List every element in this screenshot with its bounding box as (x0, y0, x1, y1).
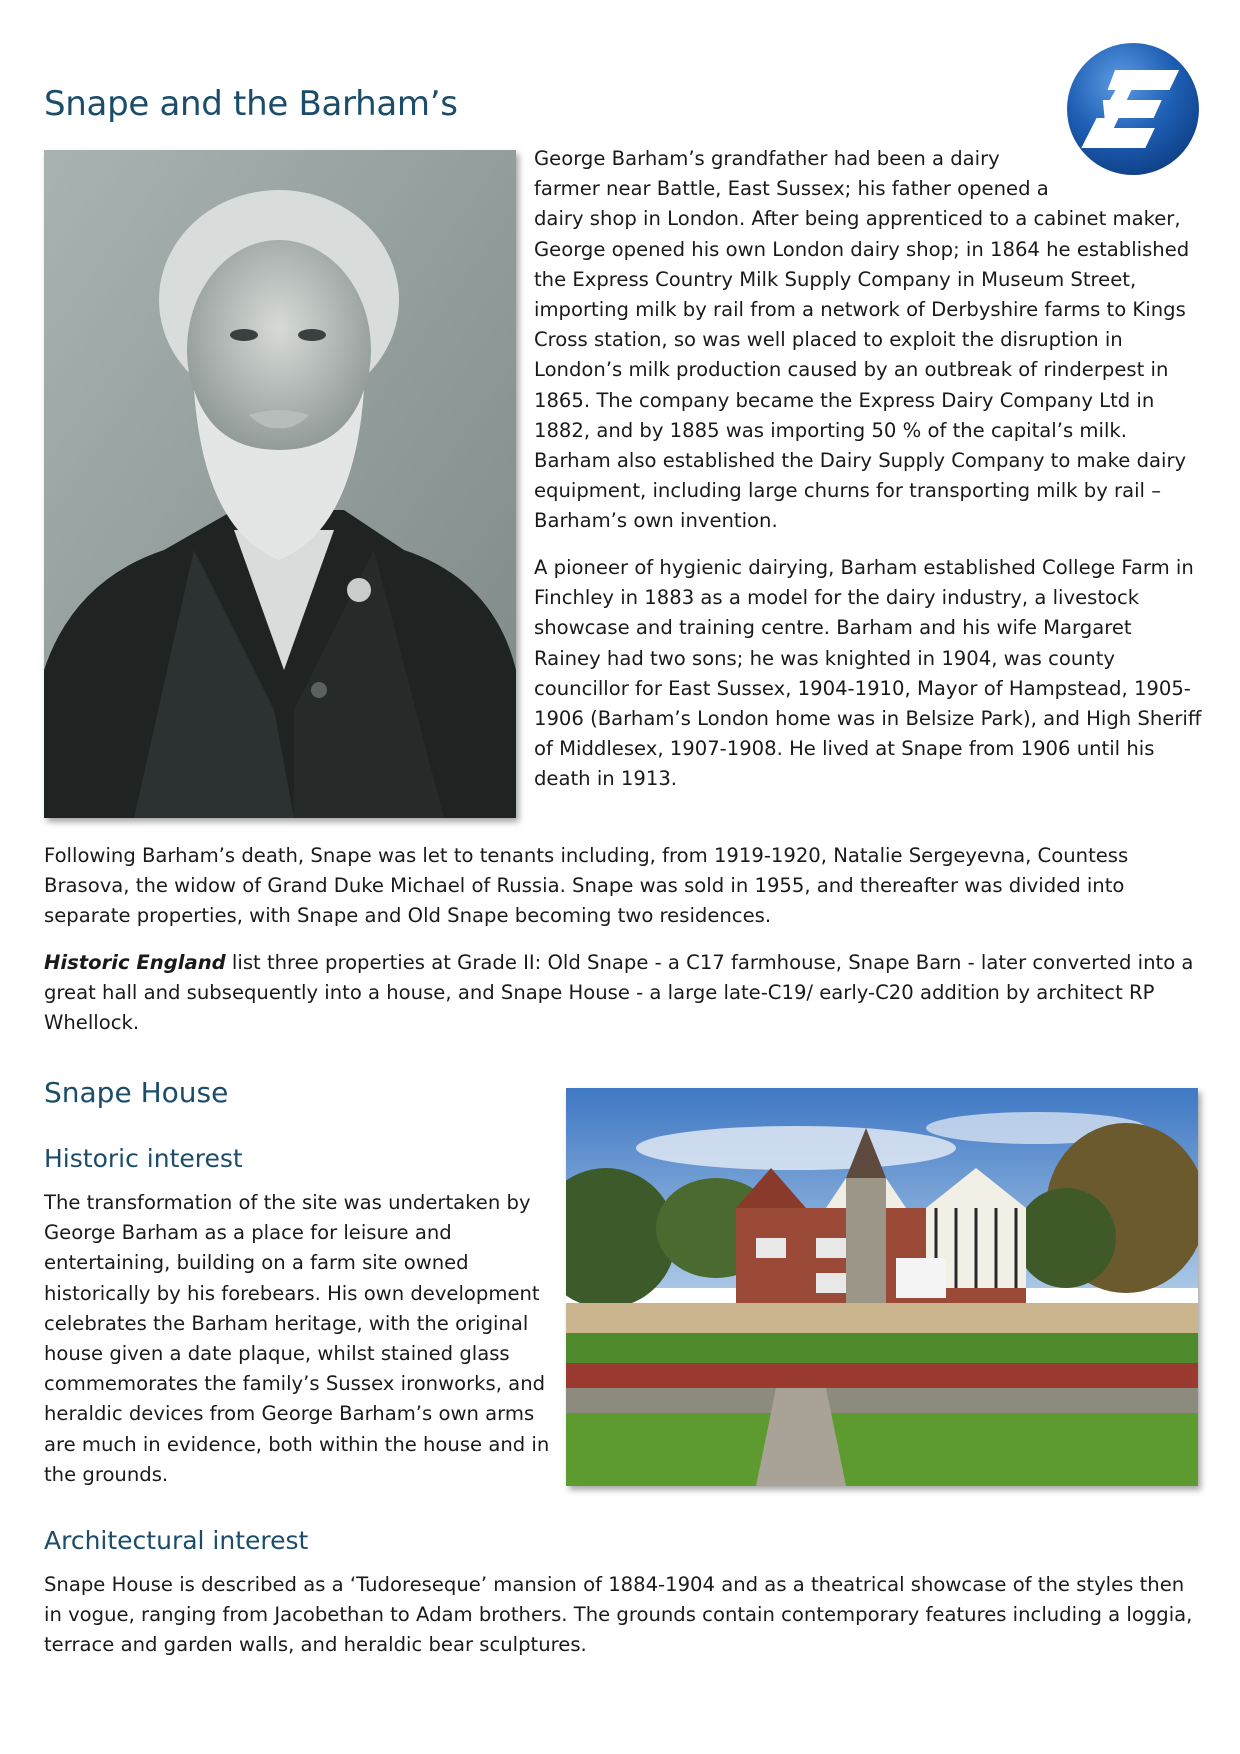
text-line: house given a date plaque, whilst stained glass (44, 1342, 510, 1366)
historic-england-name: Historic England (44, 951, 226, 974)
text-line: George Barham’s grandfather had been a dairy (534, 147, 1000, 170)
text-line: Brasova, the widow of Grand Duke Michael of Russia. Snape was sold in 1955, and thereafter was divided into (44, 874, 1125, 898)
text-line: the grounds. (44, 1462, 169, 1486)
text-line: 1906 (Barham’s London home was in Belsize Park), and High Sheriff (534, 707, 1202, 731)
text-line: Cross station, so was well placed to exploit the disruption in (534, 328, 1123, 352)
text-line: 1882, and by 1885 was importing 50 % of the capital’s milk. (534, 418, 1127, 442)
architectural-interest-paragraph (44, 1570, 1192, 1661)
text-line: Barham’s own invention. (534, 509, 778, 533)
pioneer-paragraph (534, 553, 1201, 795)
text-line: George opened his own London dairy shop; in 1864 he established (534, 237, 1190, 261)
historic-interest-paragraph (44, 1188, 549, 1490)
text-line: Rainey had two sons; he was knighted in 1904, was county (534, 646, 1115, 670)
photo-of-snape-house-and-gardens-image (566, 1088, 1198, 1486)
section-heading-snape-house: Snape House (44, 1076, 229, 1109)
text-line: commemorates the family’s Sussex ironworks, and (44, 1372, 546, 1396)
text-line: equipment, including large churns for transporting milk by rail – (534, 479, 1162, 503)
text-line: importing milk by rail from a network of Derbyshire farms to Kings (534, 298, 1186, 322)
text-line: George Barham as a place for leisure and (44, 1221, 452, 1245)
text-line: historically by his forebears. His own development (44, 1281, 540, 1305)
text-line: 1865. The company became the Express Dairy Company Ltd in (534, 388, 1155, 412)
subheading-architectural-interest: Architectural interest (44, 1526, 309, 1555)
text-line (44, 948, 1193, 978)
text-line: showcase and training centre. Barham and his wife Margaret (534, 616, 1132, 640)
text-line: The transformation of the site was undertaken by (44, 1191, 531, 1214)
text-line: Snape House is described as a ‘Tudoreseque’ mansion of 1884-1904 and as a theatrical showcase of the styles then (44, 1573, 1185, 1596)
text-line: celebrates the Barham heritage, with the original (44, 1311, 529, 1335)
text-line: heraldic devices from George Barham’s own arms (44, 1402, 535, 1426)
text-line: dairy shop in London. After being apprenticed to a cabinet maker, (534, 207, 1181, 231)
text-line: councillor for East Sussex, 1904-1910, Mayor of Hampstead, 1905- (534, 676, 1191, 700)
intro-paragraph (534, 144, 1189, 537)
text-line: of Middlesex, 1907-1908. He lived at Snape from 1906 until his (534, 737, 1155, 761)
portrait-of-george-barham-image (44, 150, 516, 818)
portrait-photo (44, 150, 516, 818)
text-line: death in 1913. (534, 767, 678, 791)
text-line: Whellock. (44, 1011, 140, 1035)
text-line: Following Barham’s death, Snape was let to tenants including, from 1919-1920, Natalie Sergeyevna, Countess (44, 844, 1129, 867)
historic-england-paragraph (44, 948, 1193, 1039)
text-line: Barham also established the Dairy Supply Company to make dairy (534, 449, 1187, 473)
text-line: separate properties, with Snape and Old Snape becoming two residences. (44, 904, 772, 928)
text-line: in vogue, ranging from Jacobethan to Adam brothers. The grounds contain contemporary features including a loggia, (44, 1603, 1193, 1627)
text-line: entertaining, building on a farm site owned (44, 1251, 469, 1275)
subheading-historic-interest: Historic interest (44, 1144, 243, 1173)
house-photo (566, 1088, 1198, 1486)
following-paragraph (44, 841, 1128, 932)
text-line: A pioneer of hygienic dairying, Barham established College Farm in (534, 556, 1194, 579)
text-line: the Express Country Milk Supply Company in Museum Street, (534, 267, 1137, 291)
text-line: Finchley in 1883 as a model for the dairy industry, a livestock (534, 586, 1140, 610)
page-title: Snape and the Barham’s (44, 84, 458, 124)
text-line: London’s milk production caused by an outbreak of rinderpest in (534, 358, 1169, 382)
text-span: list three properties at Grade II: Old Snape - a C17 farmhouse, Snape Barn - later converted into a (225, 951, 1194, 974)
text-line: are much in evidence, both within the house and in (44, 1432, 550, 1456)
text-line: farmer near Battle, East Sussex; his father opened a (534, 177, 1049, 201)
text-line: terrace and garden walls, and heraldic bear sculptures. (44, 1633, 587, 1657)
text-line: great hall and subsequently into a house, and Snape House - a large late-C19/ early-C20 addition by architect RP (44, 981, 1155, 1005)
